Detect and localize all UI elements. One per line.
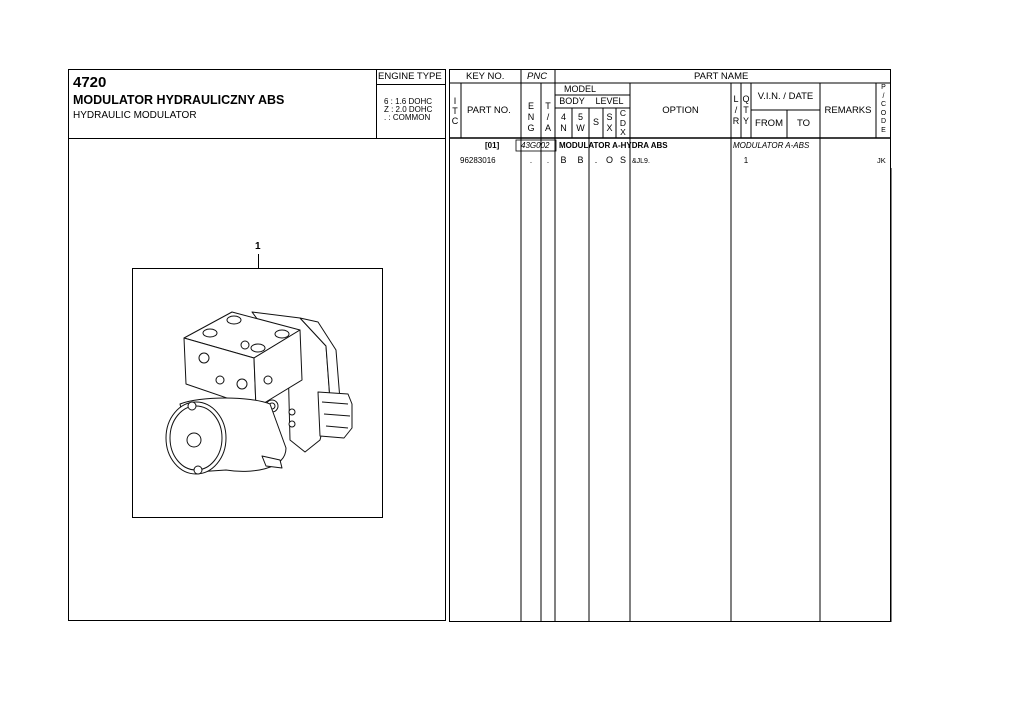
cell-ta: .: [546, 156, 550, 165]
model-header: MODEL: [563, 84, 596, 94]
engine-type-2: Z : 2.0 DOHC: [384, 105, 433, 114]
eng-header: E N G: [527, 101, 535, 133]
cell-level-sx: O: [605, 155, 613, 165]
lr-header: L / R: [732, 94, 740, 126]
pcode-header: P / C O D E: [880, 84, 887, 134]
part-no-header: PART NO.: [467, 105, 511, 116]
group-number: 4720: [73, 74, 107, 91]
cell-pcode: JK: [877, 156, 886, 165]
level-header: LEVEL: [595, 96, 624, 106]
cell-body-5w: B: [577, 155, 584, 165]
part-number: 96283016: [460, 156, 496, 165]
callout-number: 1: [255, 241, 261, 252]
title-polish: MODULATOR HYDRAULICZNY ABS: [73, 93, 285, 107]
body-4n-header: 4 N: [560, 112, 567, 133]
cell-level-cdx: S: [619, 155, 626, 165]
itc-header: I T C: [451, 96, 459, 126]
engine-type-1: 6 : 1.6 DOHC: [384, 97, 433, 106]
group-name: MODULATOR A-HYDRA ABS: [559, 141, 668, 150]
group-key: [01]: [485, 141, 500, 150]
engine-type-label: ENGINE TYPE: [378, 71, 442, 82]
cell-body-4n: B: [560, 155, 567, 165]
body-header: BODY: [559, 96, 585, 106]
key-no-header: KEY NO.: [466, 71, 505, 82]
pnc-header: PNC: [527, 71, 548, 82]
title-english: HYDRAULIC MODULATOR: [73, 110, 197, 121]
body-5w-header: 5 W: [576, 112, 585, 133]
cell-level-s: .: [594, 155, 598, 165]
part-name-header: PART NAME: [694, 71, 749, 82]
qty-header: Q T Y: [742, 94, 750, 126]
level-cdx-header: C D X: [619, 108, 627, 137]
cell-option: &JL9.: [632, 158, 650, 165]
to-header: TO: [796, 118, 811, 129]
vin-date-header: V.I.N. / DATE: [757, 91, 814, 102]
option-header: OPTION: [662, 105, 699, 116]
cell-qty: 1: [743, 156, 749, 165]
group-pnc: 43G002: [521, 141, 550, 150]
from-header: FROM: [755, 118, 783, 129]
level-s-header: S: [592, 117, 599, 127]
remarks-header: REMARKS: [824, 105, 872, 116]
level-sx-header: S X: [606, 112, 613, 133]
group-remarks-name: MODULATOR A-ABS: [733, 141, 810, 150]
ta-header: T / A: [544, 101, 551, 133]
engine-type-3: . : COMMON: [384, 113, 431, 122]
cell-eng: .: [529, 156, 533, 165]
